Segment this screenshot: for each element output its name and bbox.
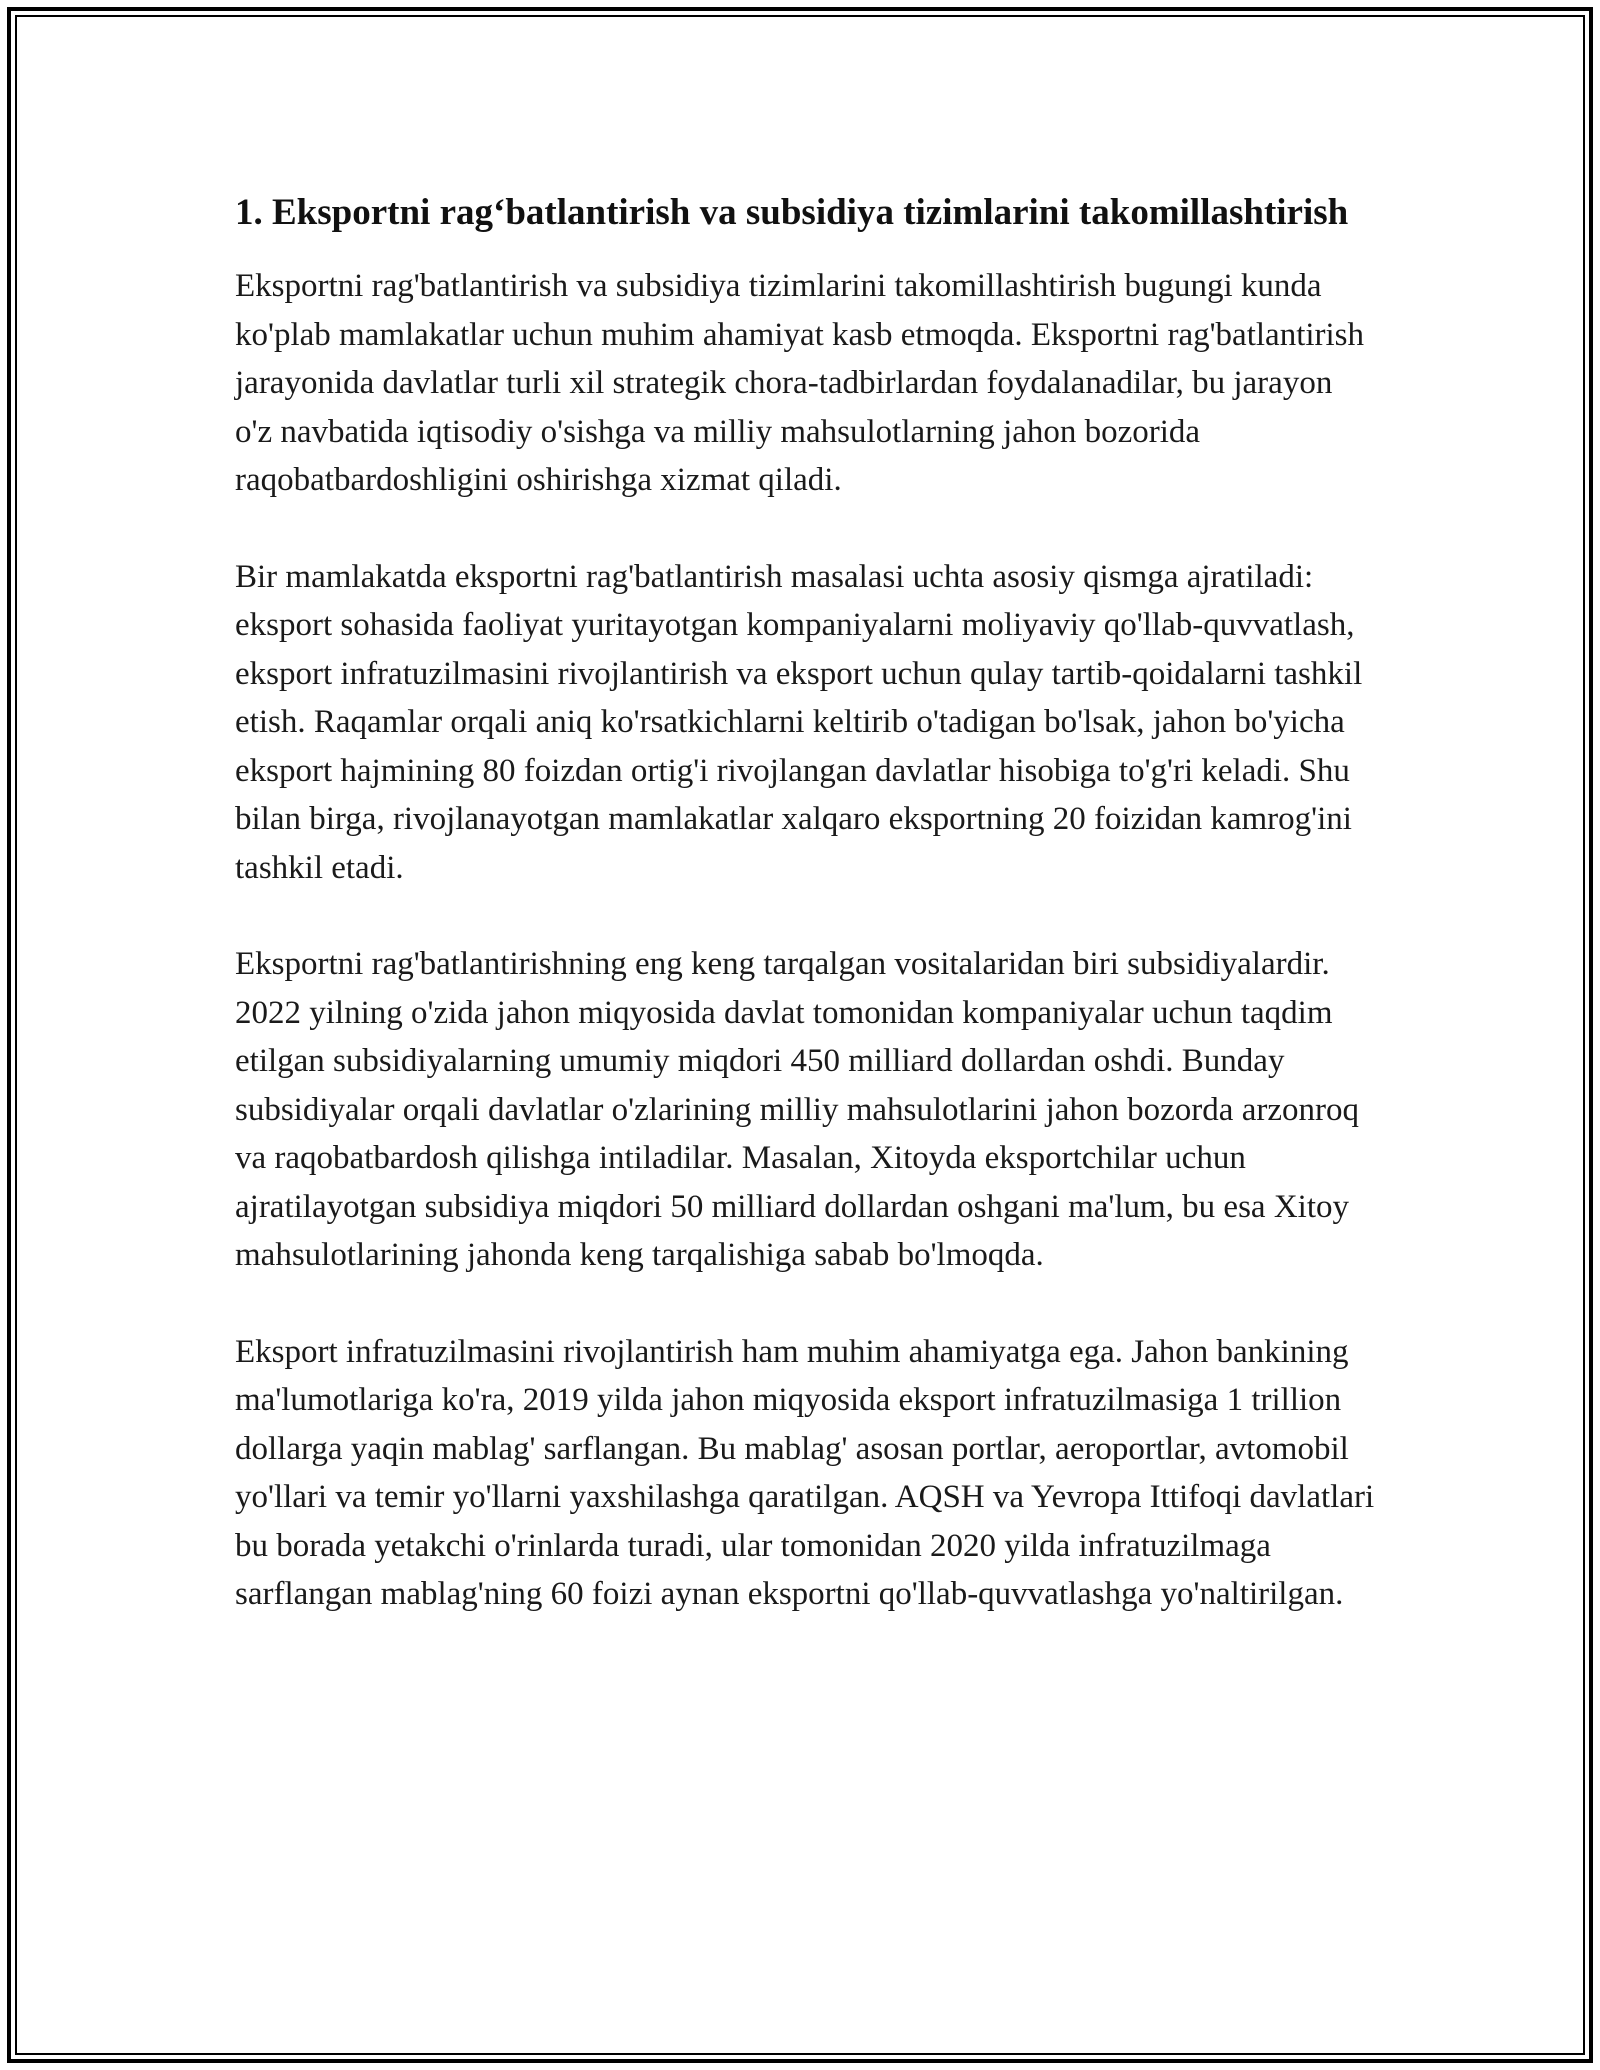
paragraph-3: Eksportni rag'batlantirishning eng keng tarqalgan vositalaridan biri subsidiyalardir. 2022 yilning o'zida jahon miqyosida davlat tomonidan kompaniyalar uchun taqdim etilgan subsidiyalarning umumiy miqdori 450 milliard dollardan oshdi. Bunday subsidiyalar orqali davlatlar o'zlarining milliy mahsulotlarini jahon bozorda arzonroq va raqobatbardosh qilishga intiladilar. Masalan, Xitoyda eksportchilar uchun ajratilayotgan subsidiya miqdori 50 milliard dollardan oshgani ma'lum, bu esa Xitoy mahsulotlarining jahonda keng tarqalishiga sabab bo'lmoqda. — [235, 946, 1359, 1273]
paragraph-1: Eksportni rag'batlantirish va subsidiya tizimlarini takomillashtirish bugungi kunda ko'plab mamlakatlar uchun muhim ahamiyat kasb etmoqda. Eksportni rag'batlantirish jarayonida davlatlar turli xil strategik chora-tadbirlardan foydalanadilar, bu jarayon o'z navbatida iqtisodiy o'sishga va milliy mahsulotlarning jahon bozorida raqobatbardoshligini oshirishga xizmat qiladi. — [235, 268, 1365, 498]
paragraph-2: Bir mamlakatda eksportni rag'batlantirish masalasi uchta asosiy qismga ajratiladi: eksport sohasida faoliyat yuritayotgan kompaniyalarni moliyaviy qo'llab-quvvatlash, eksport infratuzilmasini rivojlantirish va eksport uchun qulay tartib-qoidalarni tashkil etish. Raqamlar orqali aniq ko'rsatkichlarni keltirib o'tadigan bo'lsak, jahon bo'yicha eksport hajmining 80 foizdan ortig'i rivojlangan davlatlar hisobiga to'g'ri keladi. Shu bilan birga, rivojlanayotgan mamlakatlar xalqaro eksportning 20 foizidan kamrog'ini tashkil etadi. — [235, 558, 1363, 886]
paragraph-4: Eksport infratuzilmasini rivojlantirish ham muhim ahamiyatga ega. Jahon bankining ma'lumotlariga ko'ra, 2019 yilda jahon miqyosida eksport infratuzilmasiga 1 trillion dollarga yaqin mablag' sarflangan. Bu mablag' asosan portlar, aeroportlar, avtomobil yo'llari va temir yo'llarni yaxshilashga qaratilgan. AQSH va Yevropa Ittifoqi davlatlari bu borada yetakchi o'rinlarda turadi, ular tomonidan 2020 yilda infratuzilmaga sarflangan mablag'ning 60 foizi aynan eksportni qo'llab-quvvatlashga yo'naltirilgan. — [235, 1333, 1375, 1612]
section-heading: 1. Eksportni rag‘batlantirish va subsidiya tizimlarini takomillashtirish — [235, 192, 1349, 233]
document-body — [235, 186, 1375, 1667]
